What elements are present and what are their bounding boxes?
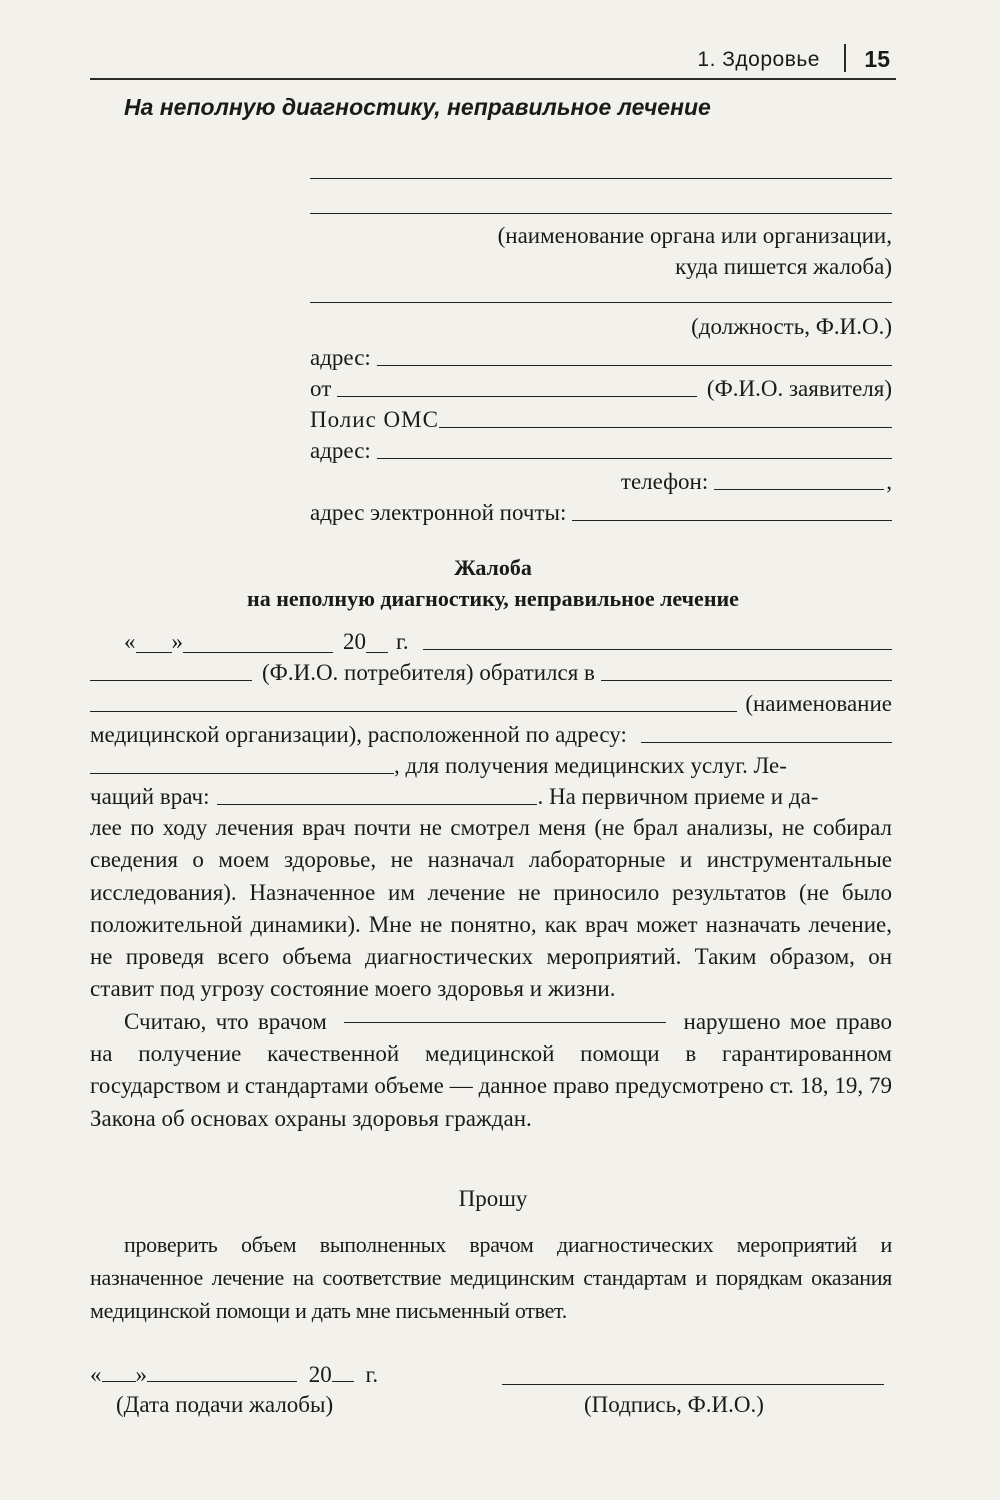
date-caption: (Дата подачи жалобы): [116, 1392, 334, 1417]
complaint-date-line: [90, 626, 892, 657]
doctor-line: [90, 781, 892, 812]
sign-open-quote: «: [90, 1362, 102, 1387]
from-label: от: [310, 376, 332, 401]
page-header: [90, 42, 896, 80]
sign-year: 20: [308, 1362, 332, 1387]
org-name-blank: [90, 711, 737, 712]
doctor-text: . На первичном приеме и да-: [537, 784, 819, 809]
complaint-title-block: [90, 552, 896, 614]
date-year-blank: [366, 651, 388, 653]
complaint-title: Жалоба: [454, 555, 532, 580]
header-separator: [844, 44, 846, 72]
address2-blank: [377, 458, 892, 459]
services-text: , для получения медицинских услуг. Ле-: [394, 753, 787, 778]
chapter-title: 1. Здоровье: [697, 48, 820, 71]
complaint-subtitle: на неполную диагностику, неправильное лечение: [247, 586, 739, 611]
sign-month-blank: [147, 1380, 297, 1382]
date-month-blank: [183, 651, 333, 653]
phone-field: [310, 466, 892, 497]
doctor-violation-blank: [344, 1021, 666, 1023]
policy-field: [310, 404, 892, 435]
filing-date-line: [90, 1362, 378, 1388]
org-location-line: [90, 719, 892, 750]
policy-blank: [439, 427, 892, 428]
page-number: 15: [864, 46, 890, 72]
address2-label: адрес:: [310, 438, 371, 463]
request-title: Прошу: [458, 1186, 528, 1211]
date-year: 20: [343, 629, 366, 654]
sign-year-suffix: г.: [365, 1362, 379, 1387]
org-hint-2: куда пишется жалоба): [675, 254, 892, 279]
org-name-line-2: [310, 179, 892, 214]
signature-line: [502, 1384, 884, 1385]
addressee-block: [310, 150, 892, 528]
request-body: [90, 1228, 892, 1327]
date-suffix: г.: [396, 629, 409, 654]
sign-day-blank: [102, 1380, 136, 1382]
date-open-quote: «: [124, 629, 136, 654]
phone-blank: [714, 489, 884, 490]
email-blank: [572, 520, 892, 521]
consider-paragraph: [90, 1006, 892, 1135]
email-label: адрес электронной почты:: [310, 500, 567, 525]
address-cont-blank: [90, 772, 394, 774]
org-name-hint: (наименование: [745, 691, 892, 716]
signature-caption: (Подпись, Ф.И.О.): [584, 1392, 764, 1417]
org-name-line-1: [310, 150, 892, 179]
consumer-hint: (Ф.И.О. потребителя) обратился в: [262, 660, 595, 685]
consumer-name-blank: [90, 679, 252, 681]
org-location-text: медицинской организации), расположенной по адресу:: [90, 722, 627, 747]
doctor-name-blank: [217, 803, 537, 805]
consumer-line: [90, 657, 892, 688]
consider-start: Считаю, что врачом: [124, 1008, 327, 1034]
position-hint: (должность, Ф.И.О.): [691, 314, 892, 339]
sign-year-blank: [332, 1380, 354, 1382]
org-name-line: [90, 688, 892, 719]
phone-label: телефон:: [620, 469, 709, 494]
services-line: [90, 750, 892, 781]
date-close-quote: »: [171, 629, 183, 654]
request-paragraph: проверить объем выполненных врачом диагностических мероприятий и назначенное лечение на соответствие медицинским стандартам и порядкам оказания медицинской помощи и дать мне письменный ответ.: [90, 1232, 892, 1323]
address-field: [310, 342, 892, 373]
section-heading: На неполную диагностику, неправильное лечение: [124, 94, 711, 120]
email-field: [310, 497, 892, 528]
org-address-blank: [641, 742, 892, 743]
consider-rest: нарушено мое право на получение качественной медицинской помощи в гарантированном государством и стандартами объеме — данное право предусмотрено ст. 18, 19, 79 Закона об основах охраны здоровья граждан.: [90, 1008, 892, 1131]
sign-close-quote: »: [135, 1362, 147, 1387]
position-line: [310, 282, 892, 303]
date-rest-blank: [423, 649, 892, 650]
complaint-body-rest: лее по ходу лечения врач почти не смотрел меня (не брал анализы, не собирал сведения о моем здоровье, не назначал лабораторные и инструментальные исследования). Назначенное им лечение не приносило результатов (не было положительной динамики). Мне не понятно, как врач может назначать лечение, не проведя всего объема диагностических мероприятий. Таким образом, он ставит под угрозу состояние моего здоровья и жизни.: [90, 815, 892, 1002]
from-hint: (Ф.И.О. заявителя): [706, 376, 892, 401]
org-hint-1: (наименование органа или организации,: [497, 223, 892, 248]
doctor-label: чащий врач:: [90, 784, 210, 809]
address-blank: [377, 365, 892, 366]
from-blank: [337, 396, 697, 397]
date-day-blank: [136, 651, 172, 653]
from-field: [310, 373, 892, 404]
phone-suffix: ,: [886, 469, 892, 494]
policy-label: Полис ОМС: [310, 407, 439, 432]
consumer-org-blank: [601, 680, 892, 681]
address-label: адрес:: [310, 345, 371, 370]
complaint-body: [90, 626, 892, 1135]
address2-field: [310, 435, 892, 466]
